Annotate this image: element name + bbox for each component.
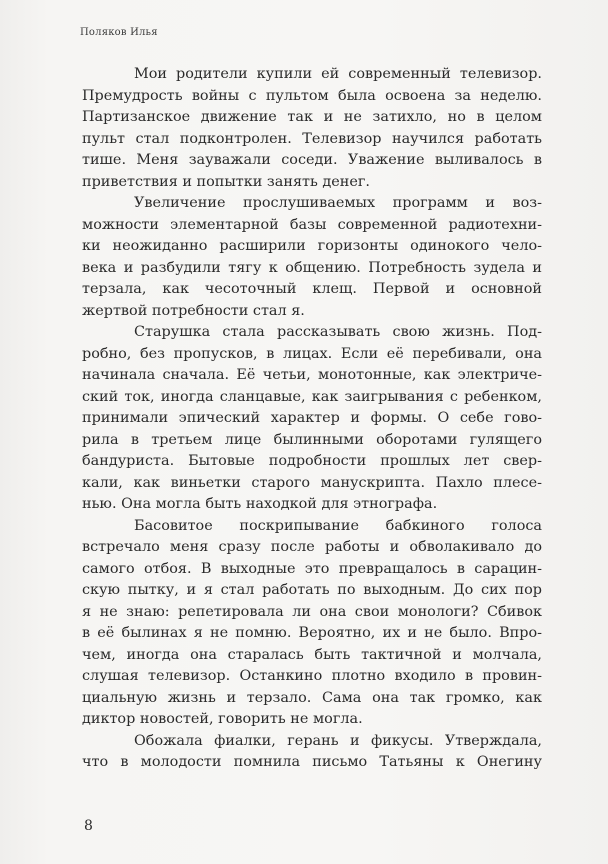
- running-head: Поляков Илья: [80, 27, 158, 38]
- text-line: Партизанское движение так и не затихло, но в целом: [82, 109, 542, 125]
- text-line: самого отбоя. В выходные это превращалось в сарацин-: [82, 560, 542, 577]
- text-line: что в молодости помнила письмо Татьяны к Онегину: [82, 754, 542, 770]
- body-text: [82, 64, 542, 774]
- text-line: можности элементарной базы современной радиотехни-: [82, 216, 542, 233]
- text-line: принимали эпический характер и формы. О себе гово-: [82, 410, 542, 426]
- text-line: кали, как виньетки старого манускрипта. Пахло плесе-: [82, 474, 542, 491]
- text-line: Старушка стала рассказывать свою жизнь. Под-: [134, 324, 542, 340]
- text-line: терзала, как чесоточный клещ. Первой и основной: [82, 281, 542, 297]
- text-line: циальную жизнь и терзало. Сама она так громко, как: [82, 689, 542, 706]
- text-line: ки неожиданно расширили горизонты одинокого чело-: [82, 238, 542, 254]
- text-line: века и разбудили тягу к общению. Потребность зудела и: [82, 259, 542, 276]
- text-line: чем, иногда она старалась быть тактичной и молчала,: [82, 646, 542, 663]
- text-line: тише. Меня зауважали соседи. Уважение выливалось в: [82, 152, 542, 168]
- text-line: встречало меня сразу после работы и обволакивало до: [82, 539, 542, 555]
- text-line: робно, без пропусков, в лицах. Если её перебивали, она: [82, 345, 542, 362]
- text-line: слушая телевизор. Останкино плотно входило в провин-: [82, 668, 542, 684]
- text-line: Обожала фиалки, герань и фикусы. Утверждала,: [134, 732, 542, 749]
- text-line: Мои родители купили ей современный телевизор.: [134, 66, 542, 82]
- text-line: ский ток, иногда сланцавые, как заигрывания с ребенком,: [82, 388, 542, 405]
- page-number: 8: [84, 818, 93, 834]
- text-line: пульт стал подконтролен. Телевизор научился работать: [82, 130, 542, 147]
- text-line: Премудрость войны с пультом была освоена за неделю.: [82, 87, 542, 104]
- text-line: в её былинах я не помню. Вероятно, их и не было. Впро-: [82, 625, 542, 641]
- text-line: Басовитое поскрипывание бабкиного голоса: [134, 517, 542, 534]
- text-line: диктор новостей, говорить не могла.: [82, 711, 363, 727]
- text-line: Увеличение прослушиваемых программ и воз-: [134, 195, 542, 211]
- text-line: я не знаю: репетировала ли она свои монологи? Сбивок: [82, 603, 542, 620]
- text-line: начинала сначала. Её четьи, монотонные, как электриче-: [82, 367, 542, 383]
- text-line: бандуриста. Бытовые подробности прошлых лет свер-: [82, 453, 542, 469]
- text-line: рила в третьем лице былинными оборотами гулящего: [82, 431, 542, 448]
- text-line: нью. Она могла быть находкой для этнографа.: [82, 496, 438, 512]
- text-line: приветствия и попытки занять денег.: [82, 173, 370, 190]
- text-line: скую пытку, и я стал работать по выходным. До сих пор: [82, 582, 542, 598]
- text-line: жертвой потребности стал я.: [82, 302, 305, 319]
